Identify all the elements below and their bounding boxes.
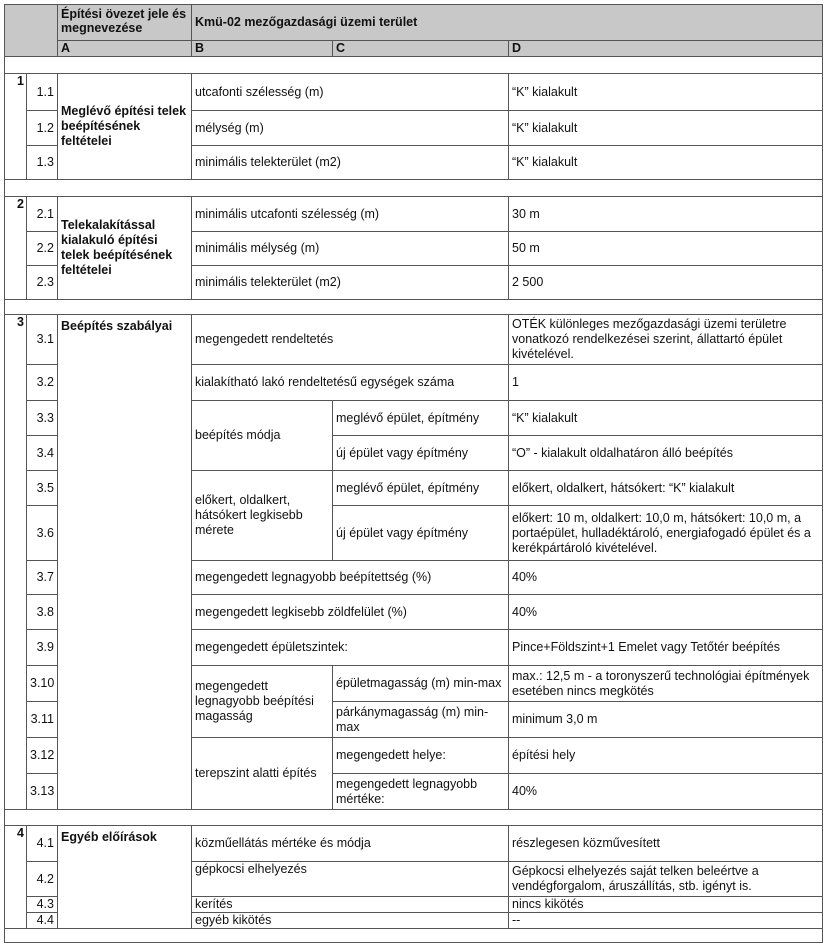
spacer-row [5,810,823,826]
cell-b: megengedett legnagyobb beépítési magasság [192,666,333,738]
section-3-number: 3 [5,315,27,810]
row-1-1 [5,74,823,111]
row-number: 4.3 [27,897,58,913]
header-row [5,5,823,41]
cell-d: “K” kialakult [509,74,823,111]
cell-b: kialakítható lakó rendeltetésű egységek száma [192,365,509,401]
cell-d: “K” kialakult [509,111,823,146]
row-number: 3.1 [27,315,58,365]
cell-d: 1 [509,365,823,401]
row-number: 2.3 [27,266,58,300]
letter-b: B [192,41,333,57]
cell-d: 30 m [509,197,823,232]
section-3-label: Beépítés szabályai [58,315,192,810]
cell-c: épületmagasság (m) min-max [333,666,509,702]
section-4-label: Egyéb előírások [58,826,192,929]
row-number: 2.1 [27,197,58,232]
cell-b: utcafonti szélesség (m) [192,74,509,111]
zoning-regulation-table [4,4,823,943]
cell-b: minimális telekterület (m2) [192,266,509,300]
cell-b: minimális mélység (m) [192,232,509,266]
cell-b: egyéb kikötés [192,913,509,929]
row-3-1 [5,315,823,365]
cell-c: párkánymagasság (m) min-max [333,702,509,738]
cell-c: meglévő épület, építmény [333,471,509,506]
letter-a: A [58,41,192,57]
row-number: 3.9 [27,630,58,666]
letters-row [5,41,823,57]
cell-b: megengedett legnagyobb beépítettség (%) [192,561,509,595]
row-number: 3.3 [27,401,58,436]
cell-b: megengedett épületszintek: [192,630,509,666]
cell-d: 40% [509,774,823,810]
cell-c: új épület vagy építmény [333,506,509,561]
cell-d: -- [509,913,823,929]
section-2-label: Telekalakítással kialakuló építési telek beépítésének feltételei [58,197,192,300]
cell-b: közműellátás mértéke és módja [192,826,509,862]
header-col-a-title: Építési övezet jele és megnevezése [58,5,192,41]
section-4-number: 4 [5,826,27,929]
cell-d: 40% [509,561,823,595]
section-2-number: 2 [5,197,27,300]
row-number: 3.6 [27,506,58,561]
cell-d: OTÉK különleges mezőgazdasági üzemi területre vonatkozó rendelkezései szerint, állattartó épület kivételével. [509,315,823,365]
cell-d: Pince+Földszint+1 Emelet vagy Tetőtér beépítés [509,630,823,666]
cell-b: kerítés [192,897,509,913]
section-1-label: Meglévő építési telek beépítésének feltételei [58,74,192,180]
section-1-number: 1 [5,74,27,180]
cell-b: gépkocsi elhelyezés [192,862,509,897]
cell-b: mélység (m) [192,111,509,146]
cell-d: 2 500 [509,266,823,300]
cell-d: építési hely [509,738,823,774]
cell-c: megengedett helye: [333,738,509,774]
cell-d: “K” kialakult [509,401,823,436]
cell-d: Gépkocsi elhelyezés saját telken beleértve a vendégforgalom, áruszállítás, stb. igényt is. [509,862,823,897]
row-number: 3.8 [27,595,58,630]
row-number: 3.13 [27,774,58,810]
spacer-row [5,300,823,315]
cell-d: 40% [509,595,823,630]
cell-b: terepszint alatti építés [192,738,333,810]
row-2-1 [5,197,823,232]
row-number: 2.2 [27,232,58,266]
row-number: 3.10 [27,666,58,702]
cell-d: max.: 12,5 m - a toronyszerű technológiai építmények esetében nincs megkötés [509,666,823,702]
cell-d: “K” kialakult [509,146,823,180]
row-number: 3.12 [27,738,58,774]
header-corner [5,5,58,57]
spacer-row [5,57,823,74]
cell-d: előkert, oldalkert, hátsókert: “K” kialakult [509,471,823,506]
header-zone-title: Kmü-02 mezőgazdasági üzemi terület [192,5,823,41]
cell-d: minimum 3,0 m [509,702,823,738]
cell-b: beépítés módja [192,401,333,471]
row-number: 4.1 [27,826,58,862]
row-number: 1.2 [27,111,58,146]
cell-c: meglévő épület, építmény [333,401,509,436]
row-4-1 [5,826,823,862]
row-number: 1.1 [27,74,58,111]
cell-b: megengedett rendeltetés [192,315,509,365]
letter-d: D [509,41,823,57]
cell-d: nincs kikötés [509,897,823,913]
row-number: 1.3 [27,146,58,180]
cell-b: előkert, oldalkert, hátsókert legkisebb mérete [192,471,333,561]
spacer-row [5,929,823,943]
row-number: 4.4 [27,913,58,929]
cell-d: “O” - kialakult oldalhatáron álló beépítés [509,436,823,471]
cell-b: minimális utcafonti szélesség (m) [192,197,509,232]
cell-d: előkert: 10 m, oldalkert: 10,0 m, hátsókert: 10,0 m, a portaépület, hulladéktároló, energiafogadó épület és a kerékpártároló kivételével. [509,506,823,561]
cell-d: 50 m [509,232,823,266]
row-number: 3.7 [27,561,58,595]
row-number: 3.5 [27,471,58,506]
spacer-row [5,180,823,197]
cell-d: részlegesen közművesített [509,826,823,862]
cell-b: minimális telekterület (m2) [192,146,509,180]
row-number: 3.4 [27,436,58,471]
cell-c: megengedett legnagyobb mértéke: [333,774,509,810]
row-number: 3.2 [27,365,58,401]
row-number: 3.11 [27,702,58,738]
cell-c: új épület vagy építmény [333,436,509,471]
cell-b: megengedett legkisebb zöldfelület (%) [192,595,509,630]
letter-c: C [333,41,509,57]
row-number: 4.2 [27,862,58,897]
